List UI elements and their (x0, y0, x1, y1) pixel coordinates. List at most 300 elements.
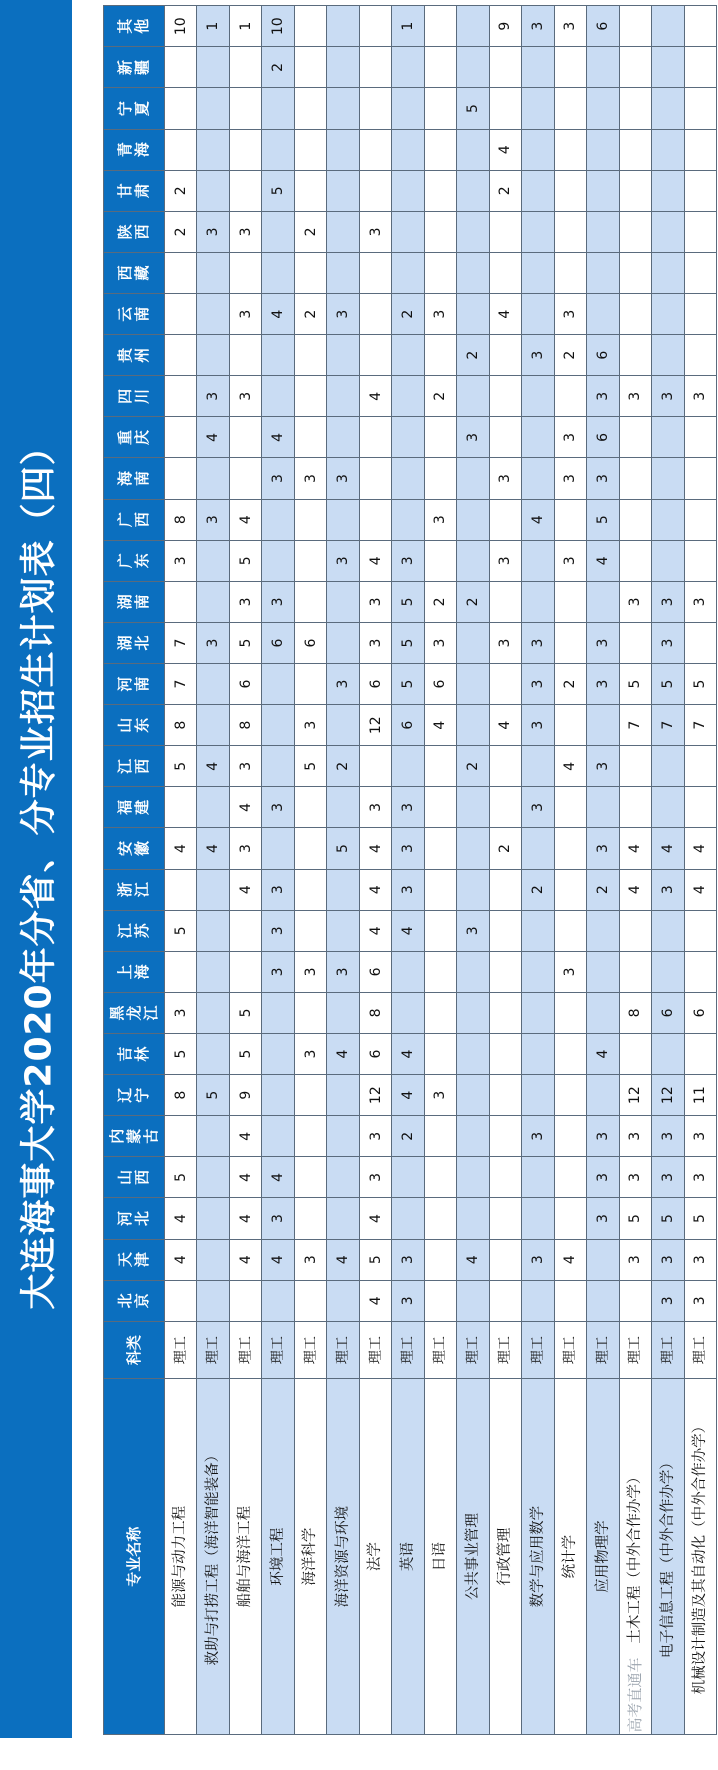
quota-cell (619, 47, 651, 88)
quota-cell: 3 (359, 622, 391, 663)
quota-cell (424, 746, 456, 787)
table-row (587, 6, 619, 1735)
quota-cell: 3 (554, 294, 586, 335)
quota-cell: 12 (652, 1075, 684, 1116)
quota-cell (197, 581, 229, 622)
quota-cell (294, 1280, 326, 1321)
major-name-cell: 日语 (424, 1379, 456, 1735)
quota-cell (327, 1116, 359, 1157)
quota-cell (197, 1198, 229, 1239)
quota-cell (165, 294, 197, 335)
quota-cell (327, 211, 359, 252)
quota-cell (197, 992, 229, 1033)
category-cell: 理工 (684, 1321, 717, 1379)
quota-cell (684, 540, 717, 581)
table-body (165, 6, 717, 1735)
quota-cell: 2 (165, 211, 197, 252)
quota-cell: 5 (165, 910, 197, 951)
quota-cell (684, 746, 717, 787)
quota-cell (392, 47, 424, 88)
quota-cell: 3 (359, 1157, 391, 1198)
quota-cell: 4 (619, 828, 651, 869)
quota-cell (197, 47, 229, 88)
quota-cell (229, 252, 261, 293)
category-cell: 理工 (587, 1321, 619, 1379)
quota-cell: 4 (359, 828, 391, 869)
quota-cell: 4 (165, 828, 197, 869)
quota-cell (522, 88, 554, 129)
quota-cell (619, 88, 651, 129)
quota-cell (457, 828, 489, 869)
quota-cell (587, 294, 619, 335)
quota-cell: 3 (652, 1239, 684, 1280)
quota-cell: 4 (229, 787, 261, 828)
quota-cell (489, 787, 521, 828)
quota-cell (327, 1280, 359, 1321)
quota-cell: 9 (489, 6, 521, 47)
column-header: 浙 江 (104, 869, 165, 910)
category-cell: 理工 (457, 1321, 489, 1379)
quota-cell (554, 581, 586, 622)
quota-cell: 3 (587, 458, 619, 499)
quota-cell: 4 (489, 294, 521, 335)
major-name-cell: 行政管理 (489, 1379, 521, 1735)
quota-cell (327, 705, 359, 746)
quota-cell (522, 910, 554, 951)
quota-cell: 6 (359, 951, 391, 992)
quota-cell (392, 499, 424, 540)
quota-cell (327, 1157, 359, 1198)
table-row (489, 6, 521, 1735)
quota-cell (165, 88, 197, 129)
quota-cell (457, 664, 489, 705)
quota-cell (392, 746, 424, 787)
quota-cell (522, 1075, 554, 1116)
quota-cell (619, 335, 651, 376)
category-cell: 理工 (522, 1321, 554, 1379)
quota-cell: 7 (165, 664, 197, 705)
quota-cell: 5 (619, 1198, 651, 1239)
quota-cell: 6 (294, 622, 326, 663)
quota-cell (424, 252, 456, 293)
quota-cell (522, 1280, 554, 1321)
quota-cell (262, 335, 294, 376)
quota-cell: 3 (587, 828, 619, 869)
quota-cell: 7 (652, 705, 684, 746)
quota-cell (262, 1034, 294, 1075)
quota-cell: 12 (619, 1075, 651, 1116)
quota-cell (165, 335, 197, 376)
quota-cell: 4 (684, 869, 717, 910)
quota-cell (522, 1198, 554, 1239)
quota-cell (489, 1157, 521, 1198)
column-header: 福 建 (104, 787, 165, 828)
quota-cell: 3 (327, 664, 359, 705)
quota-cell (587, 1280, 619, 1321)
quota-cell (165, 376, 197, 417)
quota-cell (554, 705, 586, 746)
quota-cell (294, 540, 326, 581)
quota-cell (652, 88, 684, 129)
quota-cell: 3 (229, 211, 261, 252)
quota-cell (457, 294, 489, 335)
quota-cell (424, 1239, 456, 1280)
quota-cell (619, 787, 651, 828)
quota-cell (294, 992, 326, 1033)
quota-cell (619, 129, 651, 170)
quota-cell (197, 1034, 229, 1075)
quota-cell: 3 (262, 1198, 294, 1239)
quota-cell (457, 992, 489, 1033)
quota-cell: 4 (197, 746, 229, 787)
quota-cell: 7 (165, 622, 197, 663)
quota-cell: 3 (327, 951, 359, 992)
quota-cell: 3 (554, 6, 586, 47)
column-header: 广 西 (104, 499, 165, 540)
quota-cell (587, 1075, 619, 1116)
quota-cell (489, 1116, 521, 1157)
quota-cell (165, 417, 197, 458)
quota-cell (457, 170, 489, 211)
quota-cell: 4 (489, 705, 521, 746)
quota-cell (684, 211, 717, 252)
quota-cell (587, 787, 619, 828)
quota-cell (197, 951, 229, 992)
quota-cell (197, 705, 229, 746)
quota-cell (197, 1280, 229, 1321)
table-row (229, 6, 261, 1735)
quota-cell (197, 664, 229, 705)
category-cell: 理工 (424, 1321, 456, 1379)
quota-cell (359, 6, 391, 47)
quota-cell: 3 (554, 951, 586, 992)
quota-cell: 2 (522, 869, 554, 910)
quota-cell (554, 376, 586, 417)
quota-cell (424, 1280, 456, 1321)
quota-cell: 3 (522, 335, 554, 376)
quota-cell (424, 1116, 456, 1157)
quota-cell (424, 540, 456, 581)
quota-cell: 5 (652, 1198, 684, 1239)
quota-cell (522, 417, 554, 458)
quota-cell (522, 47, 554, 88)
quota-cell (392, 211, 424, 252)
quota-cell: 5 (197, 1075, 229, 1116)
quota-cell (359, 252, 391, 293)
quota-cell: 3 (522, 664, 554, 705)
quota-cell (619, 6, 651, 47)
quota-cell (327, 170, 359, 211)
quota-cell (652, 1034, 684, 1075)
major-name-cell: 救助与打捞工程（海洋智能装备） (197, 1379, 229, 1735)
quota-cell (294, 910, 326, 951)
quota-cell (262, 499, 294, 540)
quota-cell (359, 170, 391, 211)
quota-cell (165, 1280, 197, 1321)
quota-cell (294, 828, 326, 869)
quota-cell: 2 (489, 170, 521, 211)
quota-cell (489, 211, 521, 252)
quota-cell (262, 1075, 294, 1116)
quota-cell (229, 458, 261, 499)
table-row (424, 6, 456, 1735)
quota-cell: 4 (229, 499, 261, 540)
category-cell: 理工 (554, 1321, 586, 1379)
quota-cell (522, 294, 554, 335)
quota-cell (457, 1157, 489, 1198)
title-band (0, 0, 72, 1738)
quota-cell (327, 1075, 359, 1116)
quota-cell: 3 (554, 458, 586, 499)
quota-cell: 6 (392, 705, 424, 746)
quota-cell (457, 47, 489, 88)
quota-cell: 3 (652, 1157, 684, 1198)
quota-cell (262, 540, 294, 581)
quota-cell (457, 376, 489, 417)
quota-cell (229, 335, 261, 376)
quota-cell (294, 1198, 326, 1239)
quota-cell (652, 540, 684, 581)
column-header: 云 南 (104, 294, 165, 335)
quota-cell (392, 1157, 424, 1198)
quota-cell (197, 458, 229, 499)
category-cell: 理工 (327, 1321, 359, 1379)
quota-cell (359, 88, 391, 129)
quota-cell: 3 (652, 622, 684, 663)
quota-cell: 3 (359, 581, 391, 622)
quota-cell (392, 376, 424, 417)
quota-cell: 5 (619, 664, 651, 705)
quota-cell (652, 294, 684, 335)
quota-cell: 2 (294, 294, 326, 335)
quota-cell: 5 (392, 664, 424, 705)
quota-cell (587, 88, 619, 129)
quota-cell (327, 869, 359, 910)
quota-cell: 3 (424, 622, 456, 663)
quota-cell: 3 (262, 951, 294, 992)
column-header: 其 他 (104, 6, 165, 47)
quota-cell (652, 47, 684, 88)
quota-cell (684, 910, 717, 951)
quota-cell: 6 (359, 664, 391, 705)
quota-cell: 4 (522, 499, 554, 540)
quota-cell (229, 417, 261, 458)
quota-cell (197, 294, 229, 335)
quota-cell: 8 (229, 705, 261, 746)
quota-cell: 2 (327, 746, 359, 787)
quota-cell: 8 (165, 705, 197, 746)
quota-cell: 3 (229, 376, 261, 417)
major-name-cell: 应用物理学 (587, 1379, 619, 1735)
quota-cell (165, 1116, 197, 1157)
quota-cell (619, 458, 651, 499)
quota-cell: 3 (229, 581, 261, 622)
quota-cell (197, 129, 229, 170)
column-header: 山 西 (104, 1157, 165, 1198)
quota-cell (619, 252, 651, 293)
quota-cell: 1 (392, 6, 424, 47)
quota-cell: 3 (392, 540, 424, 581)
quota-cell: 4 (489, 129, 521, 170)
quota-cell: 8 (165, 1075, 197, 1116)
quota-cell (294, 1116, 326, 1157)
quota-cell: 3 (684, 376, 717, 417)
quota-cell (554, 828, 586, 869)
quota-cell (424, 992, 456, 1033)
quota-cell (359, 499, 391, 540)
quota-cell (165, 787, 197, 828)
column-header: 广 东 (104, 540, 165, 581)
quota-cell (359, 47, 391, 88)
quota-cell (327, 417, 359, 458)
quota-cell (554, 622, 586, 663)
quota-cell: 4 (197, 417, 229, 458)
quota-cell (457, 540, 489, 581)
quota-cell (457, 1075, 489, 1116)
quota-cell: 8 (619, 992, 651, 1033)
quota-cell (554, 910, 586, 951)
quota-cell: 3 (327, 458, 359, 499)
column-header: 黑 龙 江 (104, 992, 165, 1033)
quota-cell (392, 335, 424, 376)
quota-cell (619, 294, 651, 335)
quota-cell: 2 (554, 335, 586, 376)
major-name-cell: 法学 (359, 1379, 391, 1735)
quota-cell (652, 499, 684, 540)
quota-cell: 5 (229, 540, 261, 581)
quota-cell (327, 252, 359, 293)
quota-cell: 3 (457, 910, 489, 951)
quota-cell: 4 (359, 376, 391, 417)
quota-cell: 4 (197, 828, 229, 869)
quota-cell: 4 (229, 1116, 261, 1157)
quota-cell: 6 (587, 335, 619, 376)
quota-cell: 6 (587, 6, 619, 47)
quota-cell: 4 (359, 1280, 391, 1321)
quota-cell (327, 787, 359, 828)
column-header: 湖 北 (104, 622, 165, 663)
quota-cell (294, 581, 326, 622)
quota-cell: 4 (262, 417, 294, 458)
quota-cell: 3 (587, 1157, 619, 1198)
quota-cell (619, 910, 651, 951)
quota-cell (587, 211, 619, 252)
quota-cell: 3 (229, 294, 261, 335)
quota-cell: 3 (554, 540, 586, 581)
quota-cell (424, 129, 456, 170)
quota-cell (489, 376, 521, 417)
table-header-row (104, 6, 165, 1735)
column-header: 内 蒙 古 (104, 1116, 165, 1157)
quota-cell: 3 (587, 1116, 619, 1157)
quota-cell (262, 1116, 294, 1157)
quota-cell: 3 (262, 581, 294, 622)
quota-cell (229, 129, 261, 170)
quota-cell (522, 1034, 554, 1075)
quota-cell (392, 88, 424, 129)
quota-cell: 3 (619, 1116, 651, 1157)
major-name-cell: 电子信息工程（中外合作办学） (652, 1379, 684, 1735)
column-header: 宁 夏 (104, 88, 165, 129)
quota-cell (424, 951, 456, 992)
quota-cell (619, 746, 651, 787)
quota-cell: 3 (587, 1198, 619, 1239)
quota-cell (197, 170, 229, 211)
quota-cell (587, 581, 619, 622)
quota-cell: 3 (619, 1157, 651, 1198)
quota-cell (489, 252, 521, 293)
quota-cell: 2 (489, 828, 521, 869)
quota-cell (457, 1280, 489, 1321)
quota-cell: 3 (489, 622, 521, 663)
quota-cell: 4 (229, 1239, 261, 1280)
quota-cell: 3 (359, 211, 391, 252)
quota-cell: 5 (294, 746, 326, 787)
quota-cell (489, 1239, 521, 1280)
quota-cell (652, 129, 684, 170)
quota-cell (684, 417, 717, 458)
quota-cell: 4 (262, 1157, 294, 1198)
quota-cell: 3 (392, 869, 424, 910)
quota-cell (327, 581, 359, 622)
quota-cell: 3 (392, 1280, 424, 1321)
quota-cell (457, 252, 489, 293)
quota-cell: 2 (424, 581, 456, 622)
quota-cell (327, 910, 359, 951)
quota-cell (327, 47, 359, 88)
quota-cell (327, 6, 359, 47)
quota-cell (262, 664, 294, 705)
column-header: 江 苏 (104, 910, 165, 951)
quota-cell (587, 910, 619, 951)
quota-cell (197, 787, 229, 828)
quota-cell (294, 499, 326, 540)
quota-cell (424, 787, 456, 828)
quota-cell (489, 910, 521, 951)
quota-cell (392, 992, 424, 1033)
quota-cell (489, 1075, 521, 1116)
quota-cell: 3 (684, 1116, 717, 1157)
quota-cell: 5 (684, 664, 717, 705)
quota-cell (327, 129, 359, 170)
quota-cell (392, 1198, 424, 1239)
quota-cell (684, 170, 717, 211)
quota-cell (587, 252, 619, 293)
quota-cell: 3 (619, 376, 651, 417)
table-row (327, 6, 359, 1735)
quota-cell (327, 376, 359, 417)
quota-cell: 3 (522, 622, 554, 663)
category-cell: 理工 (652, 1321, 684, 1379)
quota-cell (457, 1198, 489, 1239)
quota-cell (294, 787, 326, 828)
quota-cell: 8 (165, 499, 197, 540)
quota-cell (294, 88, 326, 129)
quota-cell: 2 (587, 869, 619, 910)
quota-cell: 5 (229, 622, 261, 663)
quota-cell: 4 (424, 705, 456, 746)
quota-cell: 4 (359, 910, 391, 951)
quota-cell (522, 992, 554, 1033)
quota-cell: 3 (359, 1116, 391, 1157)
quota-cell (457, 499, 489, 540)
quota-cell: 3 (424, 499, 456, 540)
quota-cell (652, 458, 684, 499)
quota-cell (392, 252, 424, 293)
quota-cell: 3 (165, 992, 197, 1033)
quota-cell: 3 (554, 417, 586, 458)
quota-cell (294, 664, 326, 705)
